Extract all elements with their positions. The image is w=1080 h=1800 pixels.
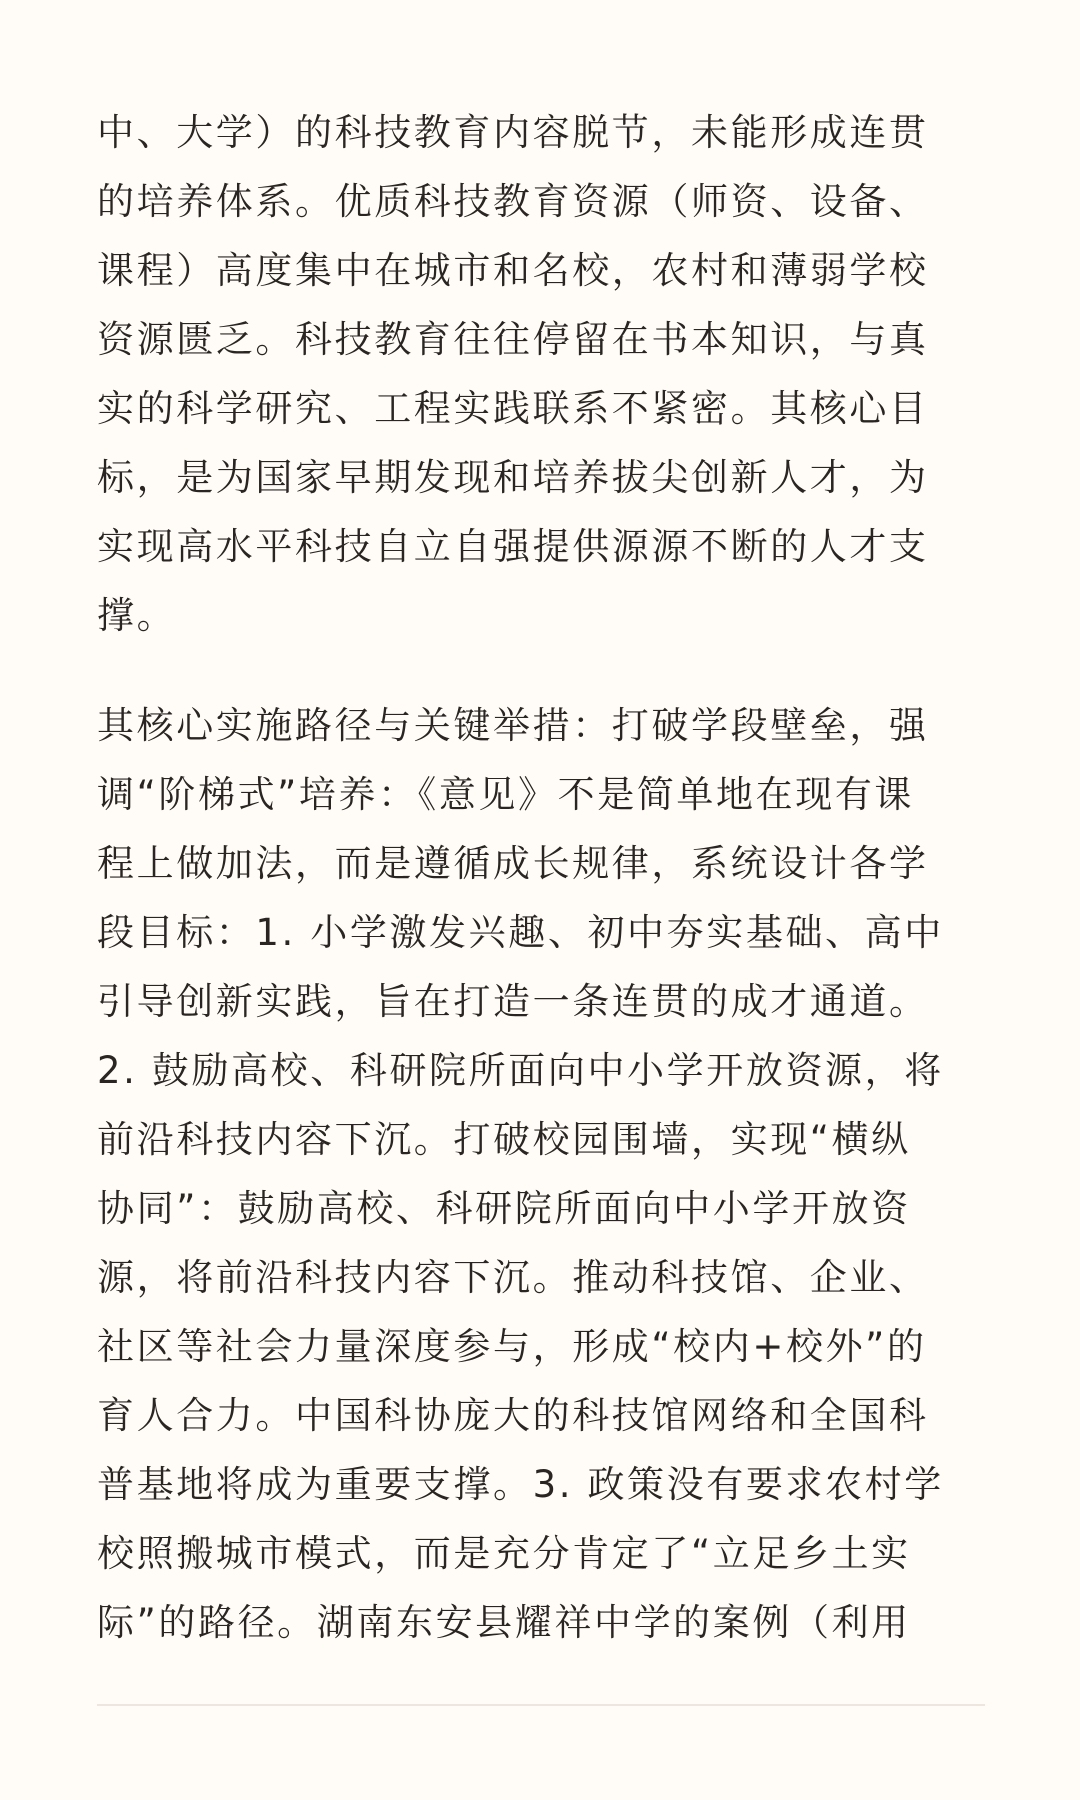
text-line: 其核心实施路径与关键举措：打破学段壁垒，强 xyxy=(97,704,929,747)
text-line: 程上做加法，而是遵循成长规律，系统设计各学 xyxy=(97,842,929,885)
divider xyxy=(97,1704,985,1706)
text-line: 实的科学研究、工程实践联系不紧密。其核心目 xyxy=(97,387,929,430)
text-line: 资源匮乏。科技教育往往停留在书本知识，与真 xyxy=(97,318,929,361)
text-line: 源，将前沿科技内容下沉。推动科技馆、企业、 xyxy=(97,1256,929,1299)
paragraph-1 xyxy=(97,98,987,650)
text-line: 课程）高度集中在城市和名校，农村和薄弱学校 xyxy=(97,249,929,292)
text-line: 撑。 xyxy=(97,594,177,637)
text-line: 社区等社会力量深度参与，形成“校内+校外”的 xyxy=(97,1325,927,1368)
text-line: 前沿科技内容下沉。打破校园围墙，实现“横纵 xyxy=(97,1118,911,1161)
paragraph-spacer xyxy=(97,650,987,691)
paragraph-2 xyxy=(97,691,987,1657)
text-line: 2. 鼓励高校、科研院所面向中小学开放资源，将 xyxy=(97,1049,944,1092)
text-line: 协同”：鼓励高校、科研院所面向中小学开放资 xyxy=(97,1187,911,1230)
text-line: 实现高水平科技自立自强提供源源不断的人才支 xyxy=(97,525,929,568)
article-body xyxy=(97,98,987,1657)
text-line: 校照搬城市模式，而是充分肯定了“立足乡土实 xyxy=(97,1532,911,1575)
text-line: 调“阶梯式”培养：《意见》不是简单地在现有课 xyxy=(97,773,915,816)
text-line: 标，是为国家早期发现和培养拔尖创新人才，为 xyxy=(97,456,929,499)
text-line: 中、大学）的科技教育内容脱节，未能形成连贯 xyxy=(97,111,929,154)
text-line: 的培养体系。优质科技教育资源（师资、设备、 xyxy=(97,180,929,223)
text-line: 际”的路径。湖南东安县耀祥中学的案例（利用 xyxy=(97,1601,911,1644)
text-line: 育人合力。中国科协庞大的科技馆网络和全国科 xyxy=(97,1394,929,1437)
text-line: 段目标：1. 小学激发兴趣、初中夯实基础、高中 xyxy=(97,911,944,954)
text-line: 引导创新实践，旨在打造一条连贯的成才通道。 xyxy=(97,980,929,1023)
text-line: 普基地将成为重要支撑。3. 政策没有要求农村学 xyxy=(97,1463,944,1506)
